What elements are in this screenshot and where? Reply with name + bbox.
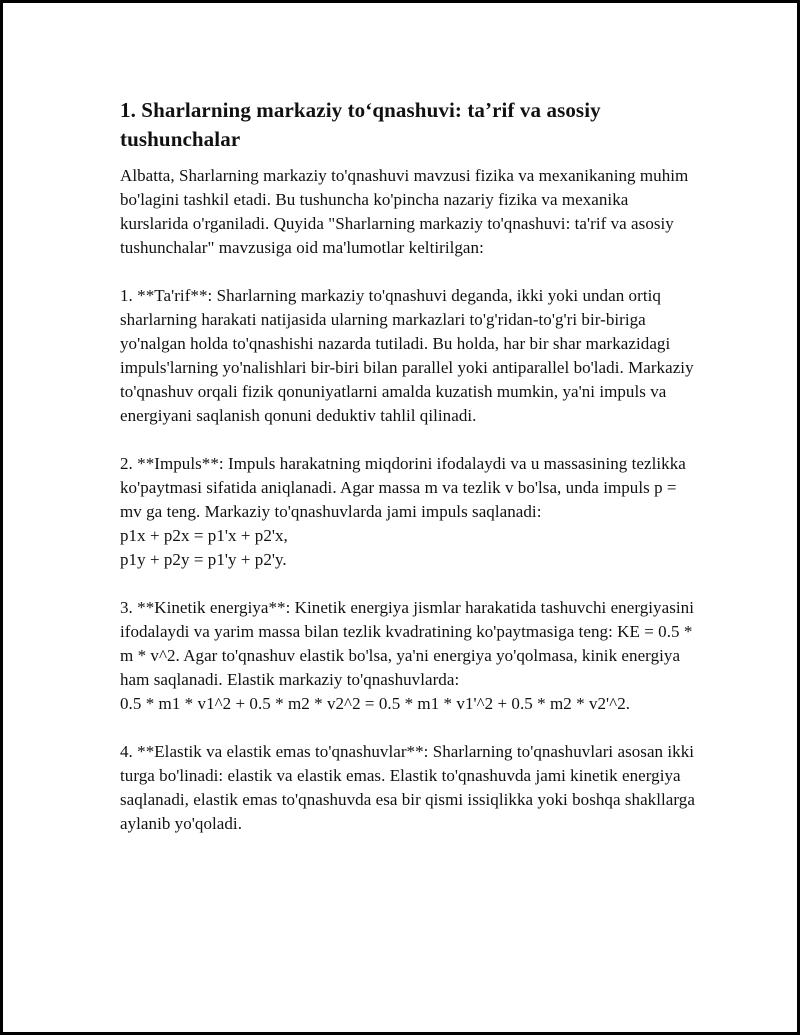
collision-types-paragraph: 4. **Elastik va elastik emas to'qnashuvlar**: Sharlarning to'qnashuvlari asosan ikki turga bo'linadi: elastik va elastik emas. Elastik to'qnashuvda jami kinetik energiya saqlanadi, elastik emas to'qnashuvda esa bir qismi issiqlikka yoki boshqa shakllarga aylanib yo'qoladi.: [120, 742, 695, 833]
definition-paragraph: 1. **Ta'rif**: Sharlarning markaziy to'qnashuvi deganda, ikki yoki undan ortiq sharlarning harakati natijasida ularning markazlari to'g'ridan-to'g'ri bir-biriga yo'nalgan holda to'qnashishi nazarda tutiladi. Bu holda, har bir shar markazidagi impuls'larning yo'nalishlari bir-biri bilan parallel yoki antiparallel bo'ladi. Markaziy to'qnashuv orqali fizik qonuniyatlarni amalda kuzatish mumkin, ya'ni impuls va energiyani saqlanish qonuni deduktiv tahlil qilinadi.: [120, 286, 694, 425]
document-body: [120, 96, 700, 860]
kinetic-energy-paragraph: 3. **Kinetik energiya**: Kinetik energiya jismlar harakatida tashuvchi energiyasini ifodalaydi va yarim massa bilan tezlik kvadratining ko'paytmasiga teng: KE = 0.5 * m * v^2. Agar to'qnashuv elastik bo'lsa, ya'ni energiya yo'qolmasa, kinik energiya ham saqlanadi. Elastik markaziy to'qnashuvlarda: 0.5 * m1 * v1^2 + 0.5 * m2 * v2^2 = 0.5 * m1 * v1'^2 + 0.5 * m2 * v2'^2.: [120, 598, 694, 713]
intro-paragraph: Albatta, Sharlarning markaziy to'qnashuvi mavzusi fizika va mexanikaning muhim bo'lagini tashkil etadi. Bu tushuncha ko'pincha nazariy fizika va mexanika kurslarida o'rganiladi. Quyida "Sharlarning markaziy to'qnashuvi: ta'rif va asosiy tushunchalar" mavzusiga oid ma'lumotlar keltirilgan:: [120, 166, 689, 257]
section-heading: 1. Sharlarning markaziy to‘qnashuvi: ta’rif va asosiy tushunchalar: [120, 98, 601, 151]
impulse-paragraph: 2. **Impuls**: Impuls harakatning miqdorini ifodalaydi va u massasining tezlikka ko'paytmasi sifatida aniqlanadi. Agar massa m va tezlik v bo'lsa, unda impuls p = mv ga teng. Markaziy to'qnashuvlarda jami impuls saqlanadi: p1x + p2x = p1'x + p2'x, p1y + p2y = p1'y + p2'y.: [120, 454, 686, 569]
